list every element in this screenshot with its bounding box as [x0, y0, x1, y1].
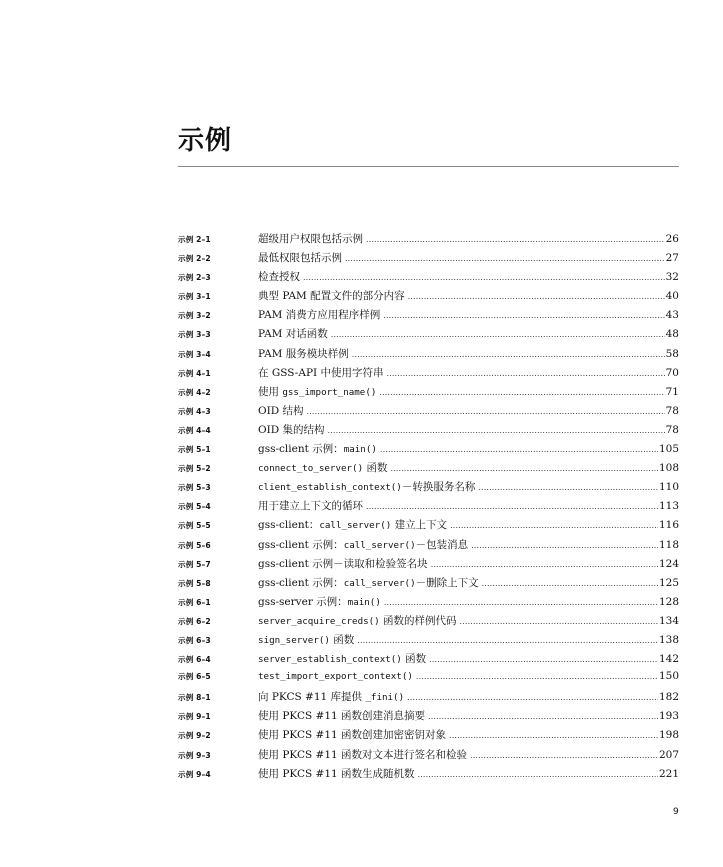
- page-ref: 71: [665, 385, 679, 398]
- example-number: 示例 3–1: [178, 292, 211, 302]
- example-number: 示例 5–6: [178, 540, 211, 550]
- toc-entry[interactable]: [178, 766, 679, 785]
- dot-leader: [429, 655, 658, 664]
- page-ref: 221: [658, 767, 679, 780]
- toc-entry[interactable]: [178, 708, 679, 727]
- example-number: 示例 6–1: [178, 597, 211, 607]
- example-number: 示例 6–5: [178, 672, 211, 682]
- toc-entry[interactable]: [178, 346, 679, 365]
- dot-leader: [460, 617, 658, 626]
- page-ref: 78: [665, 404, 679, 417]
- example-number: 示例 5–7: [178, 559, 211, 569]
- example-title-code: call_server(): [343, 539, 416, 551]
- example-title-code: client_establish_context(): [258, 482, 402, 494]
- page-ref: 40: [665, 290, 679, 303]
- dot-leader: [416, 672, 658, 681]
- toc-entry[interactable]: [178, 575, 679, 594]
- example-number: 示例 9–3: [178, 750, 211, 760]
- page-ref: 108: [658, 462, 679, 475]
- example-title: OID 集的结构: [258, 423, 325, 436]
- dot-leader: [328, 426, 665, 435]
- dot-leader: [482, 579, 658, 588]
- example-title-code: sign_server(): [258, 634, 330, 646]
- dot-leader: [331, 330, 665, 339]
- example-number: 示例 2–3: [178, 273, 211, 283]
- example-title-code: test_import_export_context(): [258, 671, 413, 683]
- example-number: 示例 4–2: [178, 387, 211, 397]
- example-title: [258, 632, 357, 647]
- toc-entry[interactable]: [178, 250, 679, 269]
- example-title-code: connect_to_server(): [258, 463, 364, 475]
- dot-leader: [449, 731, 658, 740]
- dot-leader: [352, 350, 665, 359]
- toc-entry[interactable]: [178, 269, 679, 288]
- dot-leader: [366, 235, 665, 244]
- dot-leader: [450, 521, 658, 530]
- example-number: 示例 5–2: [178, 464, 211, 474]
- example-number: 示例 5–8: [178, 578, 211, 588]
- example-title: 典型 PAM 配置文件的部分内容: [258, 290, 405, 303]
- example-number: 示例 8–1: [178, 693, 211, 703]
- dot-leader: [357, 636, 658, 645]
- page-ref: 125: [658, 576, 679, 589]
- example-number: 示例 6–3: [178, 635, 211, 645]
- toc-entry[interactable]: [178, 498, 679, 517]
- page-ref: 198: [658, 729, 679, 742]
- dot-leader: [383, 311, 664, 320]
- page-ref: 116: [658, 519, 679, 532]
- example-title-suffix: 函数: [329, 633, 355, 646]
- page-ref: 58: [665, 347, 679, 360]
- example-title-prefix: 使用: [258, 385, 283, 398]
- example-title: PAM 服务模块样例: [258, 347, 349, 360]
- toc-entry[interactable]: [178, 460, 679, 479]
- example-title: 在 GSS-API 中使用字符串: [258, 366, 384, 379]
- toc-entry[interactable]: [178, 556, 679, 575]
- example-title: PAM 对话函数: [258, 328, 328, 341]
- dot-leader: [384, 598, 658, 607]
- toc-entry[interactable]: [178, 479, 679, 498]
- dot-leader: [408, 292, 665, 301]
- example-number: 示例 4–3: [178, 406, 211, 416]
- page-ref: 118: [658, 538, 679, 551]
- example-title: 超级用户权限包括示例: [258, 233, 363, 245]
- example-title-prefix: gss-client 示例：: [258, 538, 344, 551]
- example-number: 示例 2–2: [178, 254, 211, 264]
- example-number: 示例 4–1: [178, 368, 211, 378]
- toc-entry[interactable]: [178, 384, 679, 403]
- example-title: [258, 670, 416, 682]
- example-number: 示例 9–1: [178, 712, 211, 722]
- example-title-prefix: gss-client：: [258, 519, 320, 532]
- example-title: [258, 651, 429, 666]
- page-ref: 78: [665, 423, 679, 436]
- dot-leader: [470, 751, 658, 760]
- example-title: [258, 479, 478, 494]
- example-title: [258, 537, 471, 552]
- page-title: 示例: [178, 126, 233, 156]
- example-title: [258, 575, 482, 590]
- toc-entry[interactable]: [178, 307, 679, 326]
- example-title: [258, 613, 460, 628]
- page-number: 9: [673, 807, 679, 817]
- page-ref: 134: [658, 614, 679, 627]
- example-number: 示例 6–2: [178, 616, 211, 626]
- toc-entry[interactable]: [178, 326, 679, 345]
- example-number: 示例 5–3: [178, 483, 211, 493]
- page-ref: 26: [665, 233, 679, 245]
- page-ref: 105: [658, 443, 679, 456]
- example-title-suffix: 函数: [401, 653, 427, 666]
- dot-leader: [407, 693, 658, 702]
- toc-entry[interactable]: [178, 651, 679, 670]
- example-title-code: gss_import_name(): [282, 386, 377, 398]
- page-ref: 138: [658, 633, 679, 646]
- page-ref: 43: [665, 309, 679, 322]
- toc-entry[interactable]: [178, 422, 679, 441]
- example-number: 示例 3–2: [178, 311, 211, 321]
- example-title-prefix: gss-client 示例：: [258, 443, 344, 456]
- toc-entry[interactable]: [178, 670, 679, 689]
- example-title-code: server_acquire_creds(): [258, 615, 380, 627]
- example-title-suffix: －删除上下文: [415, 576, 479, 589]
- page-ref: 113: [658, 500, 679, 513]
- example-number: 示例 3–3: [178, 330, 211, 340]
- example-title: 最低权限包括示例: [258, 252, 342, 265]
- toc-entry[interactable]: [178, 727, 679, 746]
- example-title: 检查授权: [258, 271, 300, 284]
- toc-entry[interactable]: [178, 288, 679, 307]
- page-ref: 110: [658, 481, 679, 494]
- example-title-prefix: gss-client 示例：: [258, 576, 344, 589]
- title-divider: [178, 166, 679, 167]
- example-title-suffix: 建立上下文: [391, 519, 448, 532]
- example-number: 示例 9–4: [178, 769, 211, 779]
- toc-entry[interactable]: [178, 613, 679, 632]
- dot-leader: [303, 273, 665, 282]
- example-title: OID 结构: [258, 404, 304, 417]
- dot-leader: [418, 770, 658, 779]
- example-title: 使用 PKCS #11 函数创建消息摘要: [258, 710, 426, 723]
- examples-list: [178, 231, 679, 785]
- toc-entry[interactable]: [178, 689, 679, 708]
- example-title-code: main(): [347, 596, 381, 608]
- toc-entry[interactable]: [178, 594, 679, 613]
- toc-entry[interactable]: [178, 403, 679, 422]
- example-title-suffix: －包装消息: [415, 538, 469, 551]
- page-ref: 150: [658, 670, 679, 683]
- example-title-code: call_server(): [319, 520, 392, 532]
- example-title: [258, 594, 384, 609]
- example-title: 用于建立上下文的循环: [258, 500, 363, 513]
- example-number: 示例 2–1: [178, 235, 211, 244]
- dot-leader: [380, 445, 658, 454]
- example-title-suffix: 函数: [363, 462, 388, 475]
- page-ref: 70: [665, 366, 679, 379]
- example-number: 示例 6–4: [178, 655, 211, 665]
- page-ref: 207: [658, 748, 679, 761]
- example-title: [258, 460, 390, 475]
- dot-leader: [387, 369, 665, 378]
- page-ref: 128: [658, 595, 679, 608]
- toc-entry[interactable]: [178, 537, 679, 556]
- example-title: 使用 PKCS #11 函数对文本进行签名和检验: [258, 748, 468, 761]
- toc-entry[interactable]: [178, 365, 679, 384]
- dot-leader: [471, 541, 658, 550]
- toc-entry[interactable]: [178, 517, 679, 536]
- example-title: [258, 517, 450, 532]
- example-title-prefix: gss-server 示例：: [258, 595, 348, 608]
- example-title: gss-client 示例－读取和检验签名块: [258, 557, 428, 570]
- page-ref: 182: [658, 691, 679, 704]
- example-title: PAM 消费方应用程序样例: [258, 309, 381, 322]
- example-number: 示例 5–4: [178, 502, 211, 512]
- example-number: 示例 5–1: [178, 445, 211, 455]
- example-title: [258, 689, 407, 704]
- page-ref: 193: [658, 710, 679, 723]
- dot-leader: [345, 254, 665, 263]
- example-number: 示例 4–4: [178, 425, 211, 435]
- example-number: 示例 3–4: [178, 349, 211, 359]
- dot-leader: [428, 712, 658, 721]
- dot-leader: [478, 483, 658, 492]
- example-title-suffix: 函数的样例代码: [379, 614, 457, 627]
- example-title-prefix: 向 PKCS #11 库提供: [258, 691, 366, 704]
- example-number: 示例 9–2: [178, 731, 211, 741]
- example-title-code: main(): [343, 444, 377, 456]
- toc-entry[interactable]: [178, 441, 679, 460]
- example-title: [258, 384, 379, 399]
- page-ref: 27: [665, 252, 679, 265]
- example-title-suffix: －转换服务名称: [401, 481, 476, 494]
- example-title-code: server_establish_context(): [258, 654, 402, 666]
- toc-entry[interactable]: [178, 231, 679, 250]
- page-ref: 142: [658, 653, 679, 666]
- page-ref: 124: [658, 557, 679, 570]
- example-title-code: call_server(): [343, 577, 416, 589]
- example-title: 使用 PKCS #11 函数生成随机数: [258, 767, 415, 780]
- example-number: 示例 5–5: [178, 521, 211, 531]
- toc-entry[interactable]: [178, 632, 679, 651]
- example-title: 使用 PKCS #11 函数创建加密密钥对象: [258, 729, 447, 742]
- toc-entry[interactable]: [178, 747, 679, 766]
- dot-leader: [431, 560, 658, 569]
- dot-leader: [379, 388, 664, 397]
- example-title: [258, 441, 380, 456]
- dot-leader: [307, 407, 665, 416]
- page-ref: 48: [665, 328, 679, 341]
- page-ref: 32: [665, 271, 679, 284]
- dot-leader: [390, 464, 658, 473]
- example-title-code: _fini(): [365, 692, 405, 704]
- dot-leader: [366, 502, 658, 511]
